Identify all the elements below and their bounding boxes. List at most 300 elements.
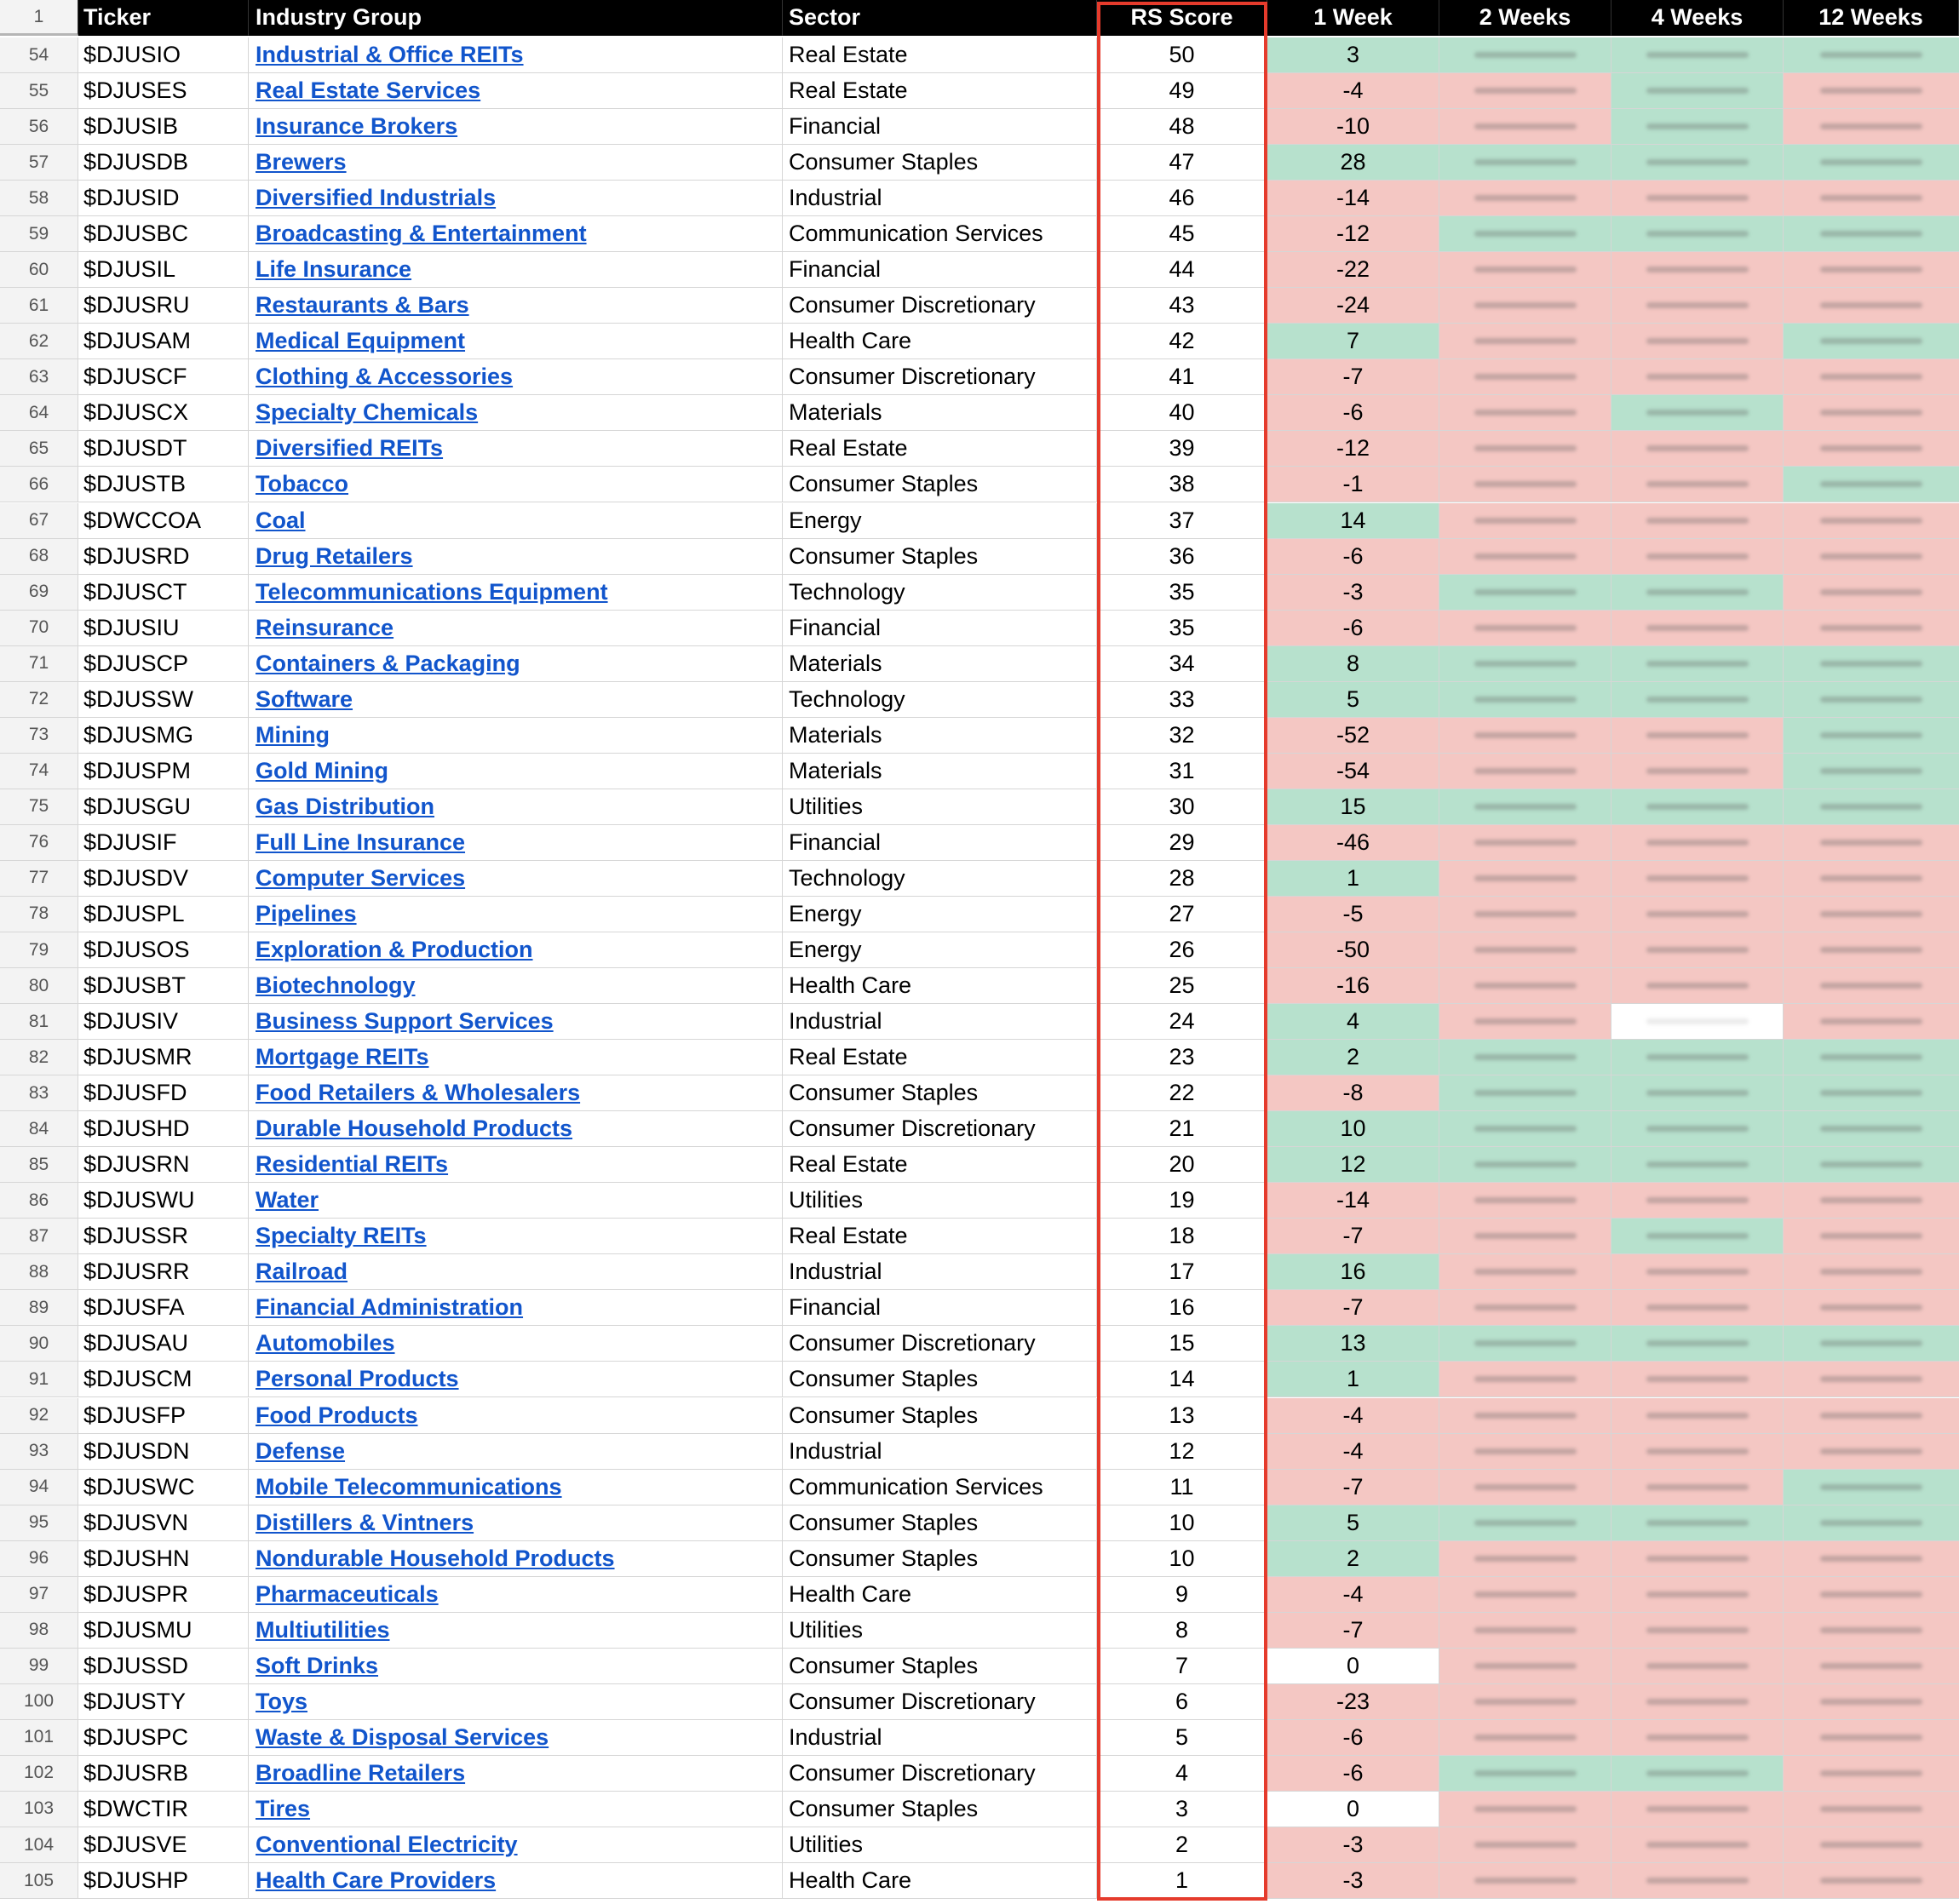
week12-change-cell[interactable] xyxy=(1784,754,1959,789)
sector-cell[interactable]: Financial xyxy=(783,825,1097,861)
sector-cell[interactable]: Industrial xyxy=(783,1720,1097,1756)
week2-change-cell[interactable] xyxy=(1439,1541,1611,1577)
industry-group-cell[interactable] xyxy=(249,1470,783,1505)
sector-cell[interactable]: Utilities xyxy=(783,1827,1097,1863)
week12-change-cell[interactable] xyxy=(1784,1792,1959,1827)
ticker-cell[interactable]: $DJUSBT xyxy=(78,968,249,1004)
rs-score-cell[interactable]: 48 xyxy=(1097,109,1267,145)
rs-score-cell[interactable]: 2 xyxy=(1097,1827,1267,1863)
week2-change-cell[interactable] xyxy=(1439,288,1611,324)
row-number[interactable]: 95 xyxy=(0,1505,78,1541)
ticker-cell[interactable]: $DWCTIR xyxy=(78,1792,249,1827)
ticker-cell[interactable]: $DJUSRU xyxy=(78,288,249,324)
sector-cell[interactable]: Consumer Staples xyxy=(783,467,1097,502)
sector-cell[interactable]: Financial xyxy=(783,611,1097,646)
week4-change-cell[interactable] xyxy=(1611,968,1784,1004)
week2-change-cell[interactable] xyxy=(1439,324,1611,359)
ticker-cell[interactable]: $DJUSIL xyxy=(78,252,249,288)
week4-change-cell[interactable] xyxy=(1611,1326,1784,1362)
week4-change-cell[interactable] xyxy=(1611,1505,1784,1541)
industry-group-link[interactable]: Food Products xyxy=(256,1402,418,1428)
rs-score-cell[interactable]: 24 xyxy=(1097,1004,1267,1040)
industry-group-link[interactable]: Mobile Telecommunications xyxy=(256,1473,562,1500)
sector-cell[interactable]: Technology xyxy=(783,575,1097,611)
industry-group-cell[interactable] xyxy=(249,682,783,718)
week2-change-cell[interactable] xyxy=(1439,1075,1611,1111)
week1-change-cell[interactable]: -4 xyxy=(1267,1398,1439,1434)
ticker-cell[interactable]: $DJUSPR xyxy=(78,1577,249,1613)
industry-group-link[interactable]: Conventional Electricity xyxy=(256,1832,518,1857)
industry-group-link[interactable]: Gold Mining xyxy=(256,757,388,783)
week12-change-cell[interactable] xyxy=(1784,1434,1959,1470)
ticker-cell[interactable]: $DJUSAU xyxy=(78,1326,249,1362)
week1-change-cell[interactable]: 10 xyxy=(1267,1111,1439,1147)
rs-score-cell[interactable]: 23 xyxy=(1097,1040,1267,1075)
week2-change-cell[interactable] xyxy=(1439,1613,1611,1649)
rs-score-cell[interactable]: 43 xyxy=(1097,288,1267,324)
week2-change-cell[interactable] xyxy=(1439,1004,1611,1040)
week12-change-cell[interactable] xyxy=(1784,324,1959,359)
column-header-industry-group[interactable]: Industry Group xyxy=(249,0,783,36)
week4-change-cell[interactable] xyxy=(1611,431,1784,467)
industry-group-cell[interactable] xyxy=(249,1720,783,1756)
industry-group-cell[interactable] xyxy=(249,1649,783,1684)
week4-change-cell[interactable] xyxy=(1611,825,1784,861)
week2-change-cell[interactable] xyxy=(1439,216,1611,252)
sector-cell[interactable]: Real Estate xyxy=(783,431,1097,467)
row-number[interactable]: 105 xyxy=(0,1863,78,1899)
industry-group-cell[interactable] xyxy=(249,1254,783,1290)
industry-group-link[interactable]: Residential REITs xyxy=(256,1151,449,1178)
industry-group-cell[interactable] xyxy=(249,252,783,288)
rs-score-cell[interactable]: 45 xyxy=(1097,216,1267,252)
industry-group-link[interactable]: Reinsurance xyxy=(256,614,394,640)
sector-cell[interactable]: Industrial xyxy=(783,1434,1097,1470)
industry-group-cell[interactable] xyxy=(249,1827,783,1863)
industry-group-link[interactable]: Software xyxy=(256,685,353,712)
row-number[interactable]: 54 xyxy=(0,37,78,73)
week12-change-cell[interactable] xyxy=(1784,395,1959,431)
industry-group-link[interactable]: Restaurants & Bars xyxy=(256,292,469,318)
week1-change-cell[interactable]: -7 xyxy=(1267,1290,1439,1326)
industry-group-cell[interactable] xyxy=(249,1290,783,1326)
ticker-cell[interactable]: $DJUSFD xyxy=(78,1075,249,1111)
industry-group-link[interactable]: Mortgage REITs xyxy=(256,1044,429,1070)
rs-score-cell[interactable]: 49 xyxy=(1097,73,1267,109)
row-number[interactable]: 67 xyxy=(0,503,78,539)
week1-change-cell[interactable]: -50 xyxy=(1267,932,1439,968)
industry-group-cell[interactable] xyxy=(249,754,783,789)
week12-change-cell[interactable] xyxy=(1784,1075,1959,1111)
week12-change-cell[interactable] xyxy=(1784,1326,1959,1362)
week12-change-cell[interactable] xyxy=(1784,646,1959,682)
row-number[interactable]: 84 xyxy=(0,1111,78,1147)
ticker-cell[interactable]: $DWCCOA xyxy=(78,503,249,539)
industry-group-cell[interactable] xyxy=(249,1684,783,1720)
rs-score-cell[interactable]: 50 xyxy=(1097,37,1267,73)
ticker-cell[interactable]: $DJUSBC xyxy=(78,216,249,252)
ticker-cell[interactable]: $DJUSCF xyxy=(78,359,249,395)
week1-change-cell[interactable]: -4 xyxy=(1267,1434,1439,1470)
row-number[interactable]: 66 xyxy=(0,467,78,502)
week12-change-cell[interactable] xyxy=(1784,1004,1959,1040)
ticker-cell[interactable]: $DJUSES xyxy=(78,73,249,109)
rs-score-cell[interactable]: 8 xyxy=(1097,1613,1267,1649)
rs-score-cell[interactable]: 28 xyxy=(1097,861,1267,897)
rs-score-cell[interactable]: 33 xyxy=(1097,682,1267,718)
week2-change-cell[interactable] xyxy=(1439,503,1611,539)
week12-change-cell[interactable] xyxy=(1784,1470,1959,1505)
column-header-rs-score[interactable]: RS Score xyxy=(1097,0,1267,36)
industry-group-link[interactable]: Pharmaceuticals xyxy=(256,1580,439,1607)
industry-group-cell[interactable] xyxy=(249,324,783,359)
ticker-cell[interactable]: $DJUSDN xyxy=(78,1434,249,1470)
sector-cell[interactable]: Utilities xyxy=(783,1183,1097,1219)
week1-change-cell[interactable]: -4 xyxy=(1267,1577,1439,1613)
week12-change-cell[interactable] xyxy=(1784,1219,1959,1254)
sector-cell[interactable]: Communication Services xyxy=(783,1470,1097,1505)
week1-change-cell[interactable]: 0 xyxy=(1267,1792,1439,1827)
industry-group-cell[interactable] xyxy=(249,1613,783,1649)
week12-change-cell[interactable] xyxy=(1784,1362,1959,1397)
ticker-cell[interactable]: $DJUSMU xyxy=(78,1613,249,1649)
week2-change-cell[interactable] xyxy=(1439,1792,1611,1827)
row-number[interactable]: 87 xyxy=(0,1219,78,1254)
rs-score-cell[interactable]: 35 xyxy=(1097,575,1267,611)
week2-change-cell[interactable] xyxy=(1439,1219,1611,1254)
sector-cell[interactable]: Financial xyxy=(783,252,1097,288)
week4-change-cell[interactable] xyxy=(1611,1254,1784,1290)
industry-group-cell[interactable] xyxy=(249,968,783,1004)
sector-cell[interactable]: Industrial xyxy=(783,181,1097,216)
ticker-cell[interactable]: $DJUSTY xyxy=(78,1684,249,1720)
week1-change-cell[interactable]: -6 xyxy=(1267,539,1439,575)
row-number[interactable]: 85 xyxy=(0,1147,78,1183)
industry-group-link[interactable]: Medical Equipment xyxy=(256,328,466,354)
week4-change-cell[interactable] xyxy=(1611,1434,1784,1470)
column-header-sector[interactable]: Sector xyxy=(783,0,1097,36)
industry-group-cell[interactable] xyxy=(249,1434,783,1470)
row-number[interactable]: 72 xyxy=(0,682,78,718)
column-header-2-weeks[interactable]: 2 Weeks xyxy=(1439,0,1611,36)
rs-score-cell[interactable]: 26 xyxy=(1097,932,1267,968)
row-number[interactable]: 62 xyxy=(0,324,78,359)
sector-cell[interactable]: Consumer Staples xyxy=(783,1649,1097,1684)
week1-change-cell[interactable]: -3 xyxy=(1267,1863,1439,1899)
ticker-cell[interactable]: $DJUSFP xyxy=(78,1398,249,1434)
sector-cell[interactable]: Consumer Staples xyxy=(783,539,1097,575)
sector-cell[interactable]: Consumer Discretionary xyxy=(783,1326,1097,1362)
rs-score-cell[interactable]: 11 xyxy=(1097,1470,1267,1505)
rs-score-cell[interactable]: 30 xyxy=(1097,789,1267,825)
industry-group-cell[interactable] xyxy=(249,1863,783,1899)
week1-change-cell[interactable]: -7 xyxy=(1267,359,1439,395)
ticker-cell[interactable]: $DJUSIB xyxy=(78,109,249,145)
week12-change-cell[interactable] xyxy=(1784,1254,1959,1290)
week4-change-cell[interactable] xyxy=(1611,252,1784,288)
week12-change-cell[interactable] xyxy=(1784,1577,1959,1613)
rs-score-cell[interactable]: 7 xyxy=(1097,1649,1267,1684)
ticker-cell[interactable]: $DJUSPC xyxy=(78,1720,249,1756)
week1-change-cell[interactable]: -16 xyxy=(1267,968,1439,1004)
week1-change-cell[interactable]: 7 xyxy=(1267,324,1439,359)
week1-change-cell[interactable]: 2 xyxy=(1267,1040,1439,1075)
week4-change-cell[interactable] xyxy=(1611,575,1784,611)
sector-cell[interactable]: Industrial xyxy=(783,1254,1097,1290)
industry-group-cell[interactable] xyxy=(249,1505,783,1541)
ticker-cell[interactable]: $DJUSOS xyxy=(78,932,249,968)
industry-group-cell[interactable] xyxy=(249,646,783,682)
week1-change-cell[interactable]: 1 xyxy=(1267,861,1439,897)
row-number[interactable]: 80 xyxy=(0,968,78,1004)
ticker-cell[interactable]: $DJUSRR xyxy=(78,1254,249,1290)
industry-group-link[interactable]: Clothing & Accessories xyxy=(256,364,514,390)
week4-change-cell[interactable] xyxy=(1611,1649,1784,1684)
row-number[interactable]: 70 xyxy=(0,611,78,646)
industry-group-cell[interactable] xyxy=(249,181,783,216)
industry-group-link[interactable]: Financial Administration xyxy=(256,1294,524,1321)
week4-change-cell[interactable] xyxy=(1611,1290,1784,1326)
week1-change-cell[interactable]: -1 xyxy=(1267,467,1439,502)
sector-cell[interactable]: Health Care xyxy=(783,324,1097,359)
week1-change-cell[interactable]: 0 xyxy=(1267,1649,1439,1684)
week2-change-cell[interactable] xyxy=(1439,968,1611,1004)
industry-group-link[interactable]: Brewers xyxy=(256,149,347,175)
week4-change-cell[interactable] xyxy=(1611,216,1784,252)
week12-change-cell[interactable] xyxy=(1784,431,1959,467)
week12-change-cell[interactable] xyxy=(1784,1290,1959,1326)
week12-change-cell[interactable] xyxy=(1784,1756,1959,1792)
rs-score-cell[interactable]: 34 xyxy=(1097,646,1267,682)
industry-group-cell[interactable] xyxy=(249,575,783,611)
industry-group-link[interactable]: Specialty REITs xyxy=(256,1223,427,1249)
ticker-cell[interactable]: $DJUSWU xyxy=(78,1183,249,1219)
week4-change-cell[interactable] xyxy=(1611,897,1784,932)
sector-cell[interactable]: Utilities xyxy=(783,1613,1097,1649)
row-number[interactable]: 56 xyxy=(0,109,78,145)
week4-change-cell[interactable] xyxy=(1611,1613,1784,1649)
week12-change-cell[interactable] xyxy=(1784,252,1959,288)
week4-change-cell[interactable] xyxy=(1611,503,1784,539)
row-number[interactable]: 89 xyxy=(0,1290,78,1326)
week12-change-cell[interactable] xyxy=(1784,611,1959,646)
rs-score-cell[interactable]: 38 xyxy=(1097,467,1267,502)
week4-change-cell[interactable] xyxy=(1611,324,1784,359)
week12-change-cell[interactable] xyxy=(1784,467,1959,502)
week1-change-cell[interactable]: -7 xyxy=(1267,1470,1439,1505)
sector-cell[interactable]: Materials xyxy=(783,395,1097,431)
week4-change-cell[interactable] xyxy=(1611,1075,1784,1111)
ticker-cell[interactable]: $DJUSHD xyxy=(78,1111,249,1147)
week1-change-cell[interactable]: -12 xyxy=(1267,431,1439,467)
ticker-cell[interactable]: $DJUSDV xyxy=(78,861,249,897)
rs-score-cell[interactable]: 13 xyxy=(1097,1398,1267,1434)
sector-cell[interactable]: Energy xyxy=(783,932,1097,968)
row-number[interactable]: 68 xyxy=(0,539,78,575)
sector-cell[interactable]: Consumer Staples xyxy=(783,1362,1097,1397)
rs-score-cell[interactable]: 10 xyxy=(1097,1541,1267,1577)
week2-change-cell[interactable] xyxy=(1439,1577,1611,1613)
week1-change-cell[interactable]: -22 xyxy=(1267,252,1439,288)
ticker-cell[interactable]: $DJUSPM xyxy=(78,754,249,789)
week4-change-cell[interactable] xyxy=(1611,1362,1784,1397)
industry-group-cell[interactable] xyxy=(249,1362,783,1397)
ticker-cell[interactable]: $DJUSSW xyxy=(78,682,249,718)
ticker-cell[interactable]: $DJUSAM xyxy=(78,324,249,359)
industry-group-cell[interactable] xyxy=(249,1541,783,1577)
industry-group-link[interactable]: Computer Services xyxy=(256,864,466,891)
industry-group-link[interactable]: Life Insurance xyxy=(256,256,412,283)
row-number[interactable]: 61 xyxy=(0,288,78,324)
week12-change-cell[interactable] xyxy=(1784,1684,1959,1720)
week2-change-cell[interactable] xyxy=(1439,1362,1611,1397)
ticker-cell[interactable]: $DJUSPL xyxy=(78,897,249,932)
industry-group-link[interactable]: Tobacco xyxy=(256,471,349,497)
rs-score-cell[interactable]: 25 xyxy=(1097,968,1267,1004)
week12-change-cell[interactable] xyxy=(1784,861,1959,897)
industry-group-link[interactable]: Diversified Industrials xyxy=(256,185,497,211)
industry-group-link[interactable]: Personal Products xyxy=(256,1366,459,1392)
sector-cell[interactable]: Health Care xyxy=(783,1577,1097,1613)
week2-change-cell[interactable] xyxy=(1439,1649,1611,1684)
column-header-4-weeks[interactable]: 4 Weeks xyxy=(1611,0,1784,36)
row-number[interactable]: 96 xyxy=(0,1541,78,1577)
ticker-cell[interactable]: $DJUSIU xyxy=(78,611,249,646)
industry-group-cell[interactable] xyxy=(249,359,783,395)
week2-change-cell[interactable] xyxy=(1439,73,1611,109)
week4-change-cell[interactable] xyxy=(1611,1756,1784,1792)
rs-score-cell[interactable]: 32 xyxy=(1097,718,1267,754)
week2-change-cell[interactable] xyxy=(1439,1398,1611,1434)
ticker-cell[interactable]: $DJUSRB xyxy=(78,1756,249,1792)
week2-change-cell[interactable] xyxy=(1439,359,1611,395)
rs-score-cell[interactable]: 36 xyxy=(1097,539,1267,575)
week4-change-cell[interactable] xyxy=(1611,73,1784,109)
week12-change-cell[interactable] xyxy=(1784,37,1959,73)
week2-change-cell[interactable] xyxy=(1439,252,1611,288)
industry-group-link[interactable]: Coal xyxy=(256,507,306,533)
row-number[interactable]: 91 xyxy=(0,1362,78,1397)
week1-change-cell[interactable]: -10 xyxy=(1267,109,1439,145)
ticker-cell[interactable]: $DJUSHN xyxy=(78,1541,249,1577)
week1-change-cell[interactable]: -52 xyxy=(1267,718,1439,754)
industry-group-cell[interactable] xyxy=(249,288,783,324)
week4-change-cell[interactable] xyxy=(1611,861,1784,897)
week12-change-cell[interactable] xyxy=(1784,1183,1959,1219)
week12-change-cell[interactable] xyxy=(1784,789,1959,825)
week12-change-cell[interactable] xyxy=(1784,539,1959,575)
row-number[interactable]: 102 xyxy=(0,1756,78,1792)
row-number[interactable]: 73 xyxy=(0,718,78,754)
industry-group-link[interactable]: Waste & Disposal Services xyxy=(256,1723,549,1750)
week1-change-cell[interactable]: -23 xyxy=(1267,1684,1439,1720)
week4-change-cell[interactable] xyxy=(1611,145,1784,181)
week1-change-cell[interactable]: -5 xyxy=(1267,897,1439,932)
week1-change-cell[interactable]: 2 xyxy=(1267,1541,1439,1577)
week2-change-cell[interactable] xyxy=(1439,539,1611,575)
week12-change-cell[interactable] xyxy=(1784,1040,1959,1075)
industry-group-link[interactable]: Containers & Packaging xyxy=(256,650,520,676)
ticker-cell[interactable]: $DJUSMR xyxy=(78,1040,249,1075)
week2-change-cell[interactable] xyxy=(1439,682,1611,718)
row-number[interactable]: 99 xyxy=(0,1649,78,1684)
week2-change-cell[interactable] xyxy=(1439,181,1611,216)
week12-change-cell[interactable] xyxy=(1784,109,1959,145)
sector-cell[interactable]: Materials xyxy=(783,718,1097,754)
rs-score-cell[interactable]: 29 xyxy=(1097,825,1267,861)
industry-group-cell[interactable] xyxy=(249,216,783,252)
industry-group-cell[interactable] xyxy=(249,1398,783,1434)
week12-change-cell[interactable] xyxy=(1784,1541,1959,1577)
row-number[interactable]: 93 xyxy=(0,1434,78,1470)
industry-group-link[interactable]: Biotechnology xyxy=(256,972,416,999)
ticker-cell[interactable]: $DJUSTB xyxy=(78,467,249,502)
row-number[interactable]: 90 xyxy=(0,1326,78,1362)
week4-change-cell[interactable] xyxy=(1611,932,1784,968)
week2-change-cell[interactable] xyxy=(1439,1684,1611,1720)
sector-cell[interactable]: Materials xyxy=(783,754,1097,789)
week2-change-cell[interactable] xyxy=(1439,789,1611,825)
industry-group-link[interactable]: Distillers & Vintners xyxy=(256,1509,474,1535)
week12-change-cell[interactable] xyxy=(1784,503,1959,539)
ticker-cell[interactable]: $DJUSFA xyxy=(78,1290,249,1326)
week2-change-cell[interactable] xyxy=(1439,718,1611,754)
ticker-cell[interactable]: $DJUSCT xyxy=(78,575,249,611)
industry-group-cell[interactable] xyxy=(249,1075,783,1111)
week2-change-cell[interactable] xyxy=(1439,1290,1611,1326)
sector-cell[interactable]: Real Estate xyxy=(783,37,1097,73)
row-number[interactable]: 79 xyxy=(0,932,78,968)
row-number[interactable]: 57 xyxy=(0,145,78,181)
row-number[interactable]: 55 xyxy=(0,73,78,109)
week4-change-cell[interactable] xyxy=(1611,467,1784,502)
industry-group-cell[interactable] xyxy=(249,789,783,825)
week1-change-cell[interactable]: 28 xyxy=(1267,145,1439,181)
sector-cell[interactable]: Consumer Discretionary xyxy=(783,359,1097,395)
sector-cell[interactable]: Consumer Discretionary xyxy=(783,288,1097,324)
week1-change-cell[interactable]: 14 xyxy=(1267,503,1439,539)
industry-group-cell[interactable] xyxy=(249,503,783,539)
rs-score-cell[interactable]: 40 xyxy=(1097,395,1267,431)
week2-change-cell[interactable] xyxy=(1439,1183,1611,1219)
week4-change-cell[interactable] xyxy=(1611,359,1784,395)
row-number[interactable]: 75 xyxy=(0,789,78,825)
industry-group-link[interactable]: Multiutilities xyxy=(256,1616,390,1643)
week4-change-cell[interactable] xyxy=(1611,1147,1784,1183)
week2-change-cell[interactable] xyxy=(1439,1827,1611,1863)
column-header-1-week[interactable]: 1 Week xyxy=(1267,0,1439,36)
week1-change-cell[interactable]: 12 xyxy=(1267,1147,1439,1183)
sector-cell[interactable]: Energy xyxy=(783,897,1097,932)
row-number[interactable]: 101 xyxy=(0,1720,78,1756)
week4-change-cell[interactable] xyxy=(1611,754,1784,789)
industry-group-link[interactable]: Insurance Brokers xyxy=(256,113,458,140)
week4-change-cell[interactable] xyxy=(1611,1684,1784,1720)
rs-score-cell[interactable]: 16 xyxy=(1097,1290,1267,1326)
industry-group-link[interactable]: Automobiles xyxy=(256,1330,395,1356)
week1-change-cell[interactable]: 13 xyxy=(1267,1326,1439,1362)
industry-group-link[interactable]: Defense xyxy=(256,1437,346,1464)
rs-score-cell[interactable]: 35 xyxy=(1097,611,1267,646)
week2-change-cell[interactable] xyxy=(1439,1147,1611,1183)
row-number[interactable]: 88 xyxy=(0,1254,78,1290)
week1-change-cell[interactable]: 1 xyxy=(1267,1362,1439,1397)
sector-cell[interactable]: Communication Services xyxy=(783,216,1097,252)
ticker-cell[interactable]: $DJUSHP xyxy=(78,1863,249,1899)
row-number[interactable]: 86 xyxy=(0,1183,78,1219)
week4-change-cell[interactable] xyxy=(1611,1183,1784,1219)
ticker-cell[interactable]: $DJUSSD xyxy=(78,1649,249,1684)
